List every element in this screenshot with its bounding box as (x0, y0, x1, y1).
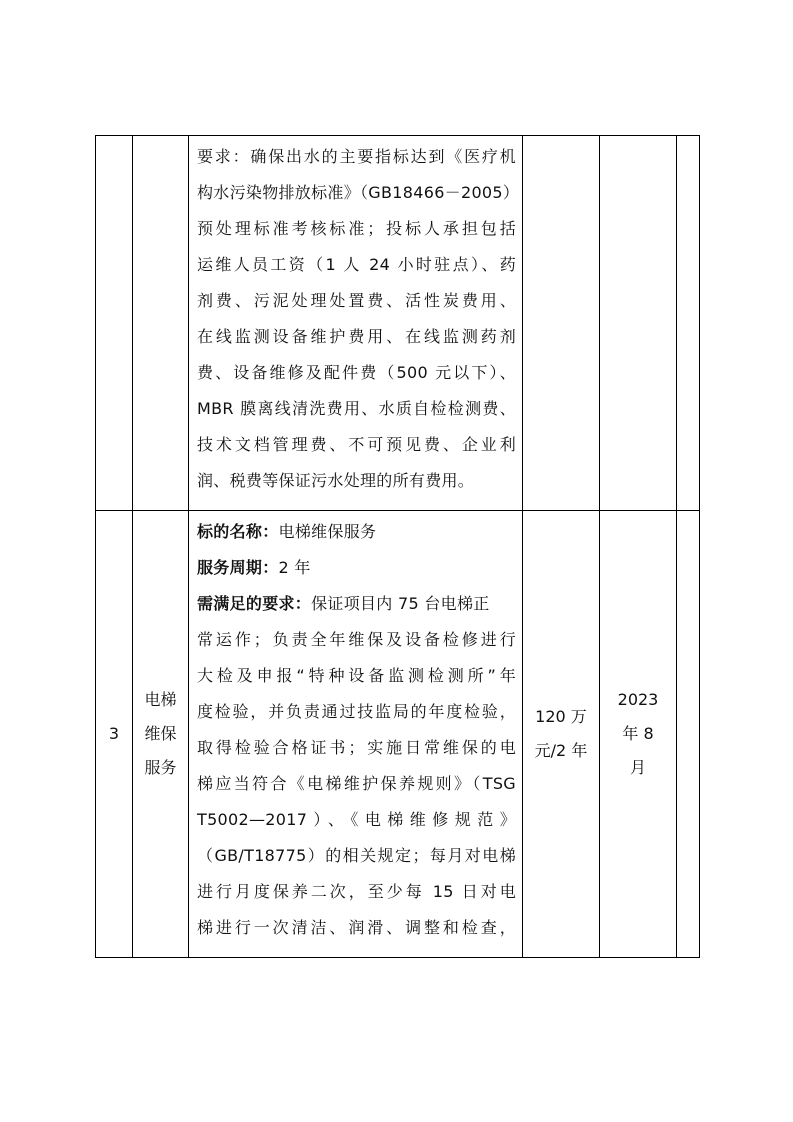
description-line: 剂费、污泥处理处置费、活性炭费用、 (197, 291, 516, 310)
cell-name (133, 511, 189, 958)
cell-budget (523, 136, 600, 511)
requirement-label: 需满足的要求： (197, 594, 312, 613)
description-line: 润、税费等保证污水处理的所有费用。 (197, 471, 475, 490)
cell-description (189, 511, 523, 958)
requirement-line: 度检验，并负责通过技监局的年度检验， (197, 702, 516, 721)
description-line: 要求：确保出水的主要指标达到《医疗机 (197, 147, 516, 166)
requirement-line: 大检及申报“特种设备监测检测所”年 (197, 666, 516, 685)
item-name-value: 电梯维保服务 (278, 522, 377, 541)
description-line: MBR 膜离线清洗费用、水质自检检测费、 (197, 399, 516, 418)
service-period-value: 2 年 (278, 558, 311, 577)
cell-name (133, 136, 189, 511)
requirement-line: 梯应当符合《电梯维护保养规则》（TSG (197, 774, 516, 793)
description-line: 费、设备维修及配件费（500 元以下）、 (197, 363, 516, 382)
cell-remark (677, 511, 700, 958)
table-row-prev (96, 136, 700, 511)
requirement-line: T5002—2017）、《电梯维修规范》 (197, 810, 516, 829)
name-line: 电梯 (144, 690, 177, 709)
requirement-line (197, 586, 516, 622)
budget-line: 120 万 (535, 707, 587, 726)
description-line: 在线监测设备维护费用、在线监测药剂 (197, 327, 516, 346)
cell-index: 3 (96, 511, 133, 958)
name-line: 维保 (144, 724, 177, 743)
description-line: 构水污染物排放标准》（GB18466－2005） (197, 183, 520, 202)
item-name-line (197, 514, 516, 550)
description-line: 预处理标准考核标准；投标人承担包括 (197, 219, 516, 238)
cell-date (600, 511, 677, 958)
table-row-3 (96, 511, 700, 958)
requirement-line: 取得检验合格证书；实施日常维保的电 (197, 738, 516, 757)
requirement-line: （GB/T18775）的相关规定；每月对电梯 (197, 846, 516, 865)
description-line: 技术文档管理费、不可预见费、企业利 (197, 435, 516, 454)
item-name-label: 标的名称： (197, 522, 279, 541)
date-line: 月 (629, 758, 646, 777)
requirement-line: 梯进行一次清洁、润滑、调整和检查， (197, 918, 516, 937)
name-line: 服务 (144, 758, 177, 777)
requirement-text: 保证项目内 75 台电梯正 (311, 594, 490, 613)
cell-date (600, 136, 677, 511)
service-period-label: 服务周期： (197, 558, 279, 577)
service-period-line (197, 550, 516, 586)
budget-line: 元/2 年 (534, 741, 588, 760)
requirement-line: 进行月度保养二次，至少每 15 日对电 (197, 882, 516, 901)
procurement-table (95, 135, 700, 958)
cell-budget (523, 511, 600, 958)
cell-remark (677, 136, 700, 511)
cell-description (189, 136, 523, 511)
date-line: 2023 (617, 690, 659, 709)
date-line: 年 8 (622, 724, 654, 743)
cell-index (96, 136, 133, 511)
description-line: 运维人员工资（1 人 24 小时驻点）、药 (197, 255, 516, 274)
requirement-line: 常运作；负责全年维保及设备检修进行 (197, 630, 516, 649)
